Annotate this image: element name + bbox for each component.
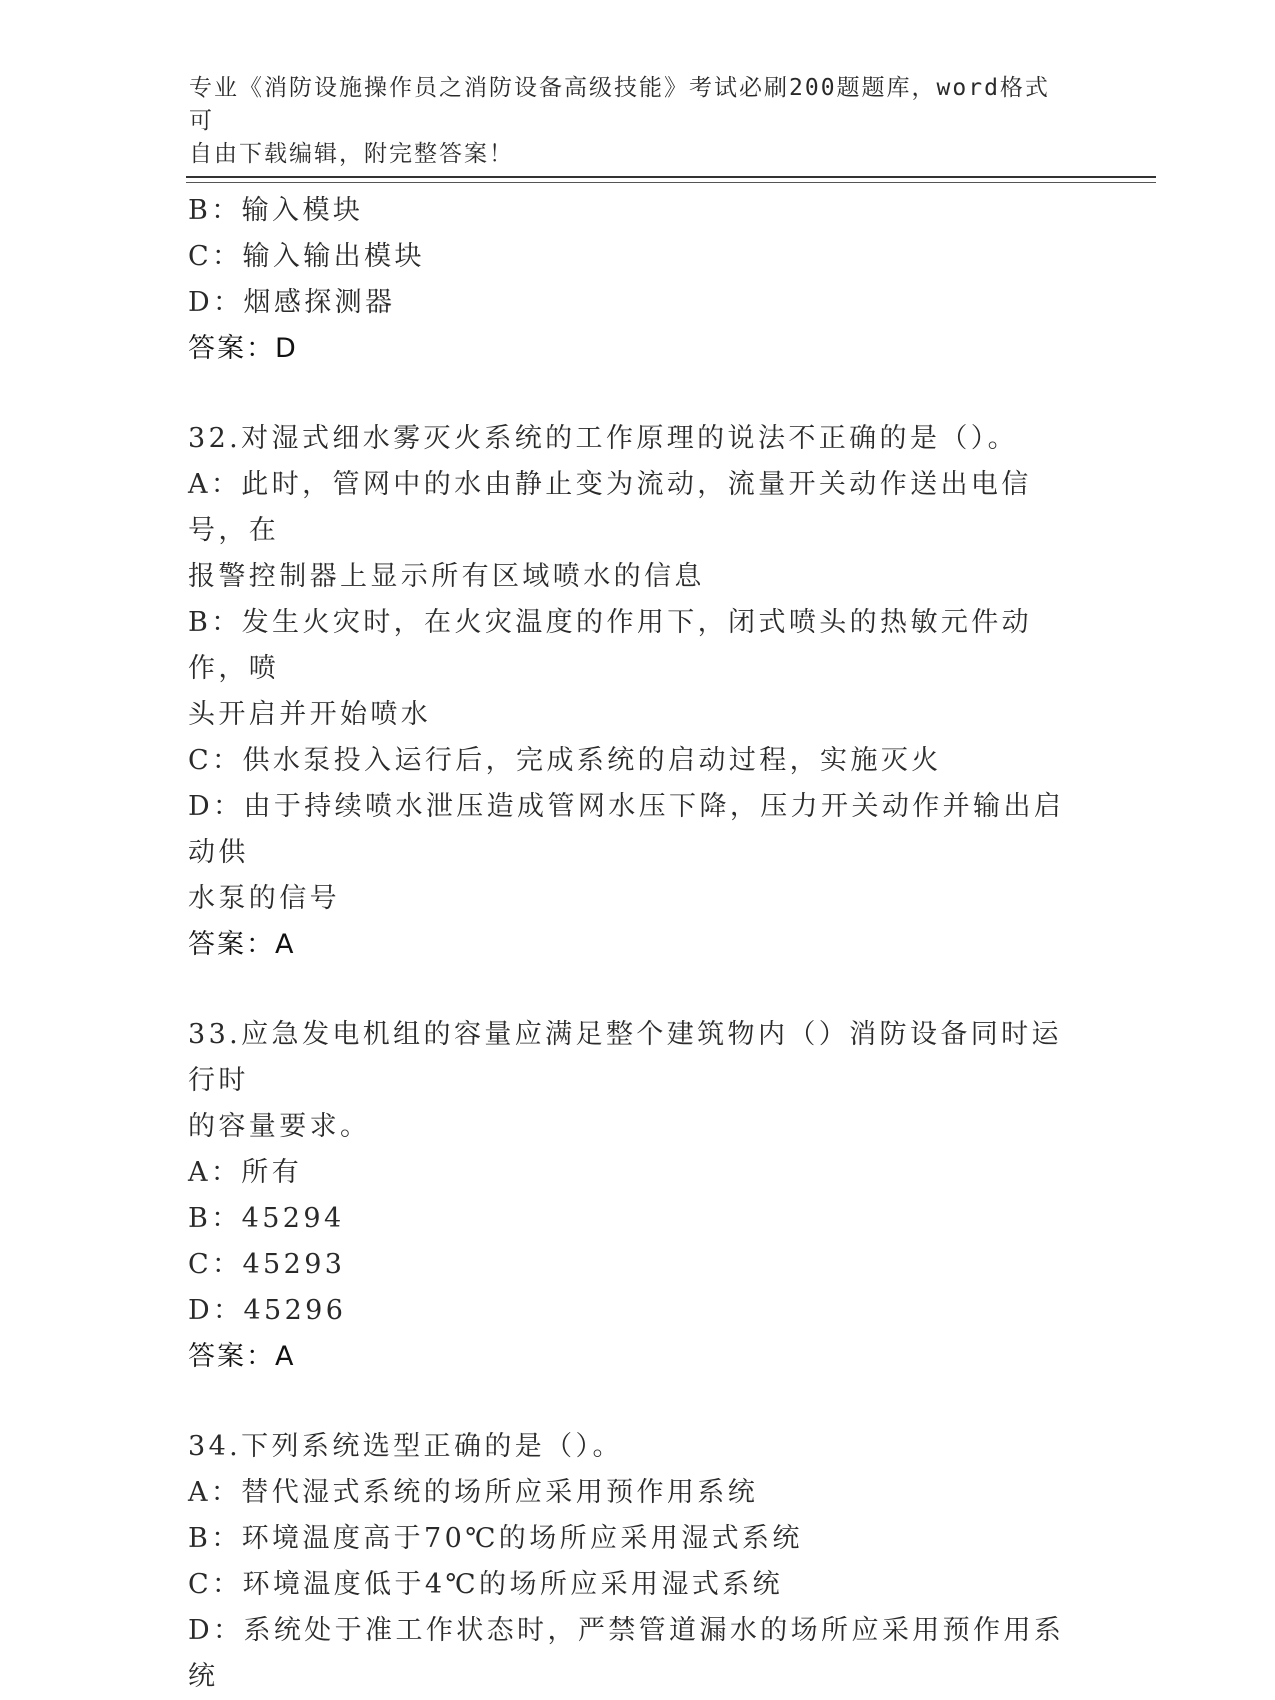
answer-line: 答案：A [188,1341,296,1372]
option-line: D：45296 [188,1295,347,1326]
question-stem: 34.下列系统选型正确的是（）。 [188,1431,623,1462]
option-line: C：供水泵投入运行后，完成系统的启动过程，实施灭火 [188,745,942,776]
option-line: C：环境温度低于4℃的场所应采用湿式系统 [188,1569,784,1600]
question-33 [188,1012,1088,1380]
header-title-line-2: 自由下载编辑，附完整答案！ [189,141,514,167]
answer-line: 答案：D [188,333,298,364]
option-line: D：由于持续喷水泄压造成管网水压下降，压力开关动作并输出启动供 [188,791,1065,868]
question-31-continued [188,188,1088,372]
option-line: 头开启并开始喷水 [188,699,432,730]
question-stem: 的容量要求。 [188,1111,371,1142]
question-32 [188,416,1088,968]
option-line: B：输入模块 [188,195,364,226]
header-divider-thin [186,182,1156,183]
page-header [189,72,1069,171]
option-line: B：环境温度高于70℃的场所应采用湿式系统 [188,1523,803,1554]
option-line: A：所有 [188,1157,303,1188]
answer-line: 答案：A [188,929,296,960]
option-line: A：替代湿式系统的场所应采用预作用系统 [188,1477,759,1508]
option-line: 报警控制器上显示所有区域喷水的信息 [188,561,705,592]
option-line: C：输入输出模块 [188,241,425,272]
option-line: D：系统处于准工作状态时，严禁管道漏水的场所应采用预作用系统 [188,1615,1065,1692]
option-line: C：45293 [188,1249,346,1280]
option-line: A：此时，管网中的水由静止变为流动，流量开关动作送出电信号，在 [188,469,1032,546]
question-34 [188,1424,1088,1700]
question-stem: 32.对湿式细水雾灭火系统的工作原理的说法不正确的是（）。 [188,423,1019,454]
header-title-line-1: 专业《消防设施操作员之消防设备高级技能》考试必刷200题题库，word格式可 [189,75,1050,134]
question-list [188,188,1088,1700]
header-divider-thick [186,176,1156,178]
question-stem: 33.应急发电机组的容量应满足整个建筑物内（）消防设备同时运行时 [188,1019,1062,1096]
option-line: B：45294 [188,1203,345,1234]
option-line: B：发生火灾时，在火灾温度的作用下，闭式喷头的热敏元件动作，喷 [188,607,1033,684]
option-line: D：烟感探测器 [188,287,396,318]
option-line: 水泵的信号 [188,883,340,914]
